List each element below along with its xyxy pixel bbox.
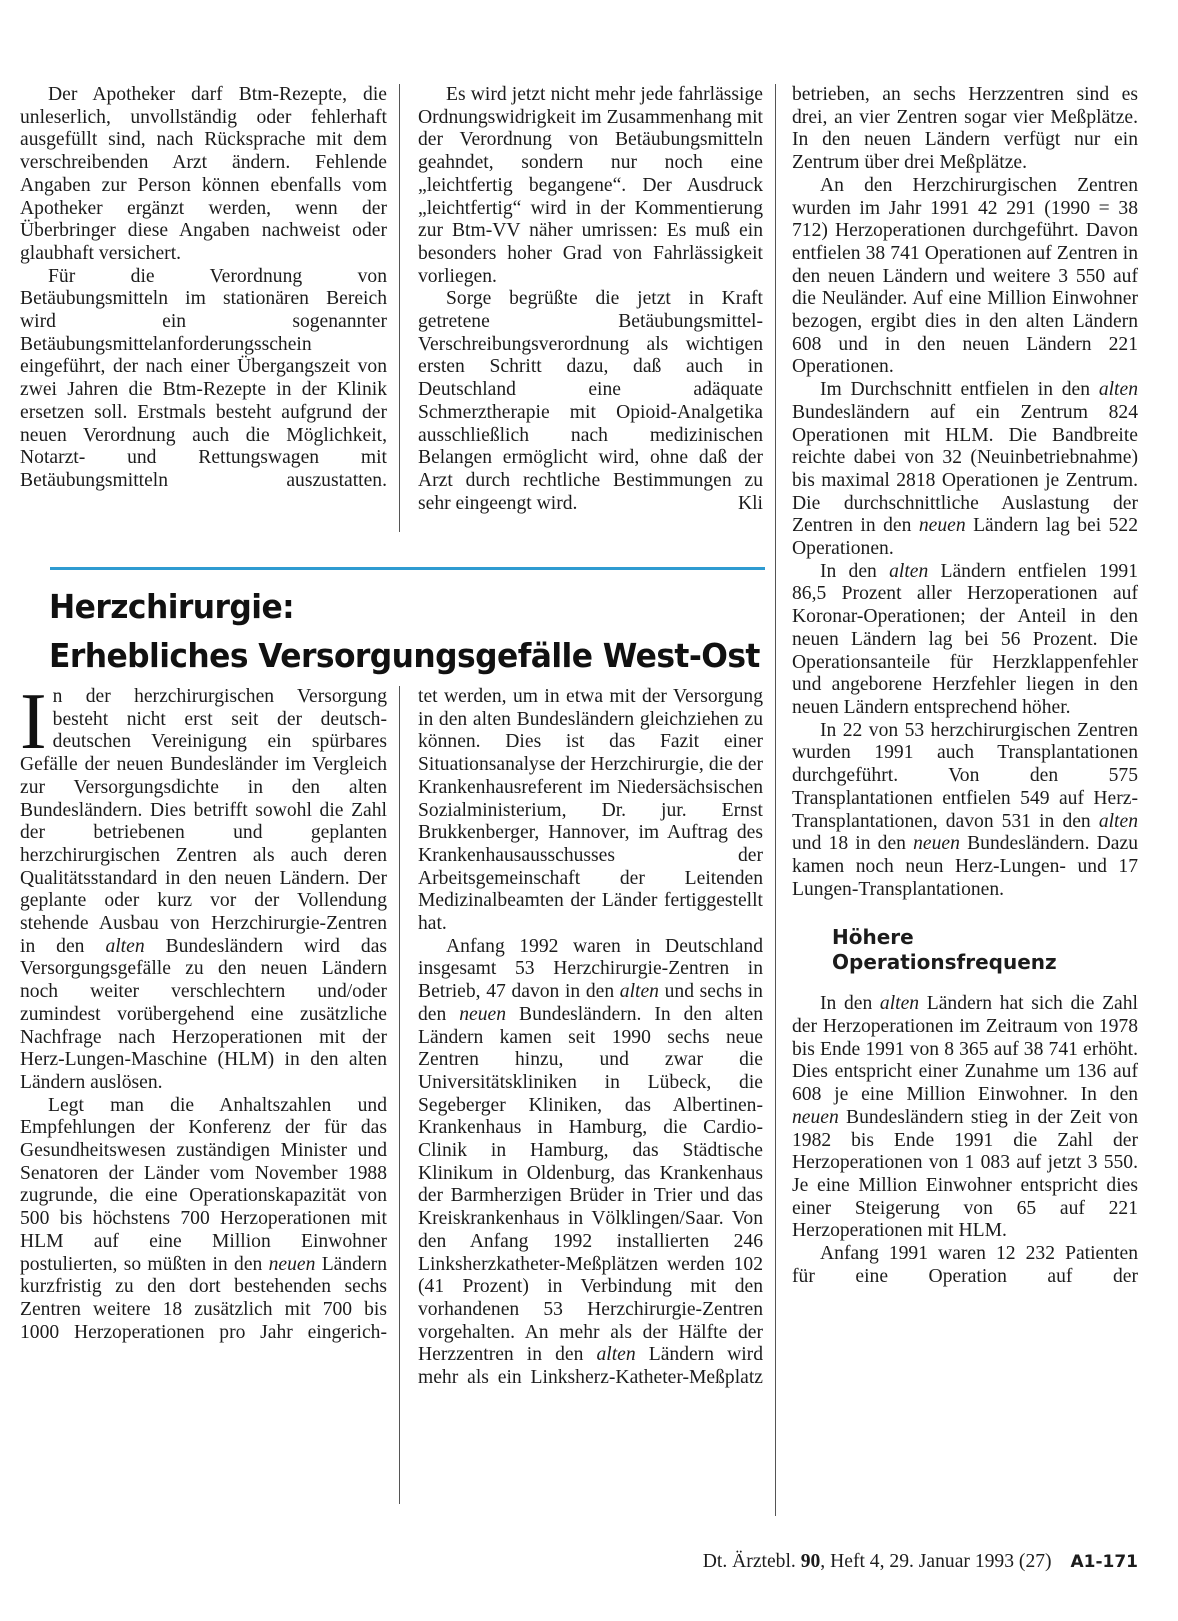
paragraph: In 22 von 53 herzchirurgischen Zentren wurden 1991 auch Transplantationen durchgeführt. Von den 575 Transplantationen entfielen 549 auf Herz-Transplantationen, davon 531 in den alten und 18 in den neuen Bundesländern. Dazu kamen noch neun Herz-Lungen- und 17 Lungen-Transplantationen. bbox=[792, 719, 1138, 900]
paragraph: Sorge begrüßte die jetzt in Kraft getretene Betäubungsmittel-Verschreibungsverordnung als wichtigen ersten Schritt dazu, daß auch in Deutschland eine adäquate Schmerztherapie mit Opioid-Analgetika ausschließlich nach medizinischen Belangen ermöglicht wird, ohne daß der Arzt durch rechtliche Bestimmungen zu sehr eingeengt wird. Kli bbox=[418, 288, 763, 514]
paragraph: Es wird jetzt nicht mehr jede fahrlässige Ordnungswidrigkeit im Zusammenhang mit der Verordnung von Betäubungsmitteln geahndet, sondern nur noch eine „leichtfertig begangene“. Der Ausdruck „leichtfertig“ wird in der Kommentierung zur Btm-VV näher umrissen: Es muß ein besonders hoher Grad von Fahrlässigkeit vorliegen. bbox=[418, 84, 763, 287]
paragraph: Anfang 1991 waren 12 232 Patienten für eine Operation auf der bbox=[792, 1243, 1138, 1287]
column-divider bbox=[399, 84, 400, 532]
subheading: Höhere Operationsfrequenz bbox=[832, 925, 1057, 975]
paragraph: tet werden, um in etwa mit der Versorgung in den alten Bundesländern gleichziehen zu können. Dies ist das Fazit einer Situationsanalyse der Herzchirurgie, die der Krankenhausreferent im Niedersächsischen Sozialministerium, Dr. jur. Ernst Brukkenberger, Hannover, im Auftrag des Krankenhausausschusses der Arbeitsgemeinschaft der Leitenden Medizinalbeamten der Länder fertiggestellt hat. bbox=[418, 686, 763, 935]
article-column-1 bbox=[20, 678, 388, 1344]
issue-info: , Heft 4, 29. Januar 1993 (27) bbox=[820, 1551, 1052, 1572]
paragraph: Für die Verordnung von Betäubungsmitteln im stationären Bereich wird ein sogenannter Betäubungsmittelanforderungsschein eingeführt, der nach einer Übergangszeit von zwei Jahren die Btm-Rezepte in der Klinik ersetzen soll. Erstmals besteht aufgrund der neuen Verordnung auch die Möglichkeit, Notarzt- und Rettungswagen mit Betäubungsmitteln auszustatten. bbox=[20, 265, 387, 491]
article-column-2 bbox=[418, 686, 763, 1390]
paragraph: Anfang 1992 waren in Deutschland insgesamt 53 Herzchirurgie-Zentren in Betrieb, 47 davon in den alten und sechs in den neuen Bundesländern. In den alten Ländern kamen seit 1990 sechs neue Zentren hinzu, und zwar die Universitätskliniken in Lübeck, die Segeberger Kliniken, das Albertinen-Krankenhaus in Hamburg, die Cardio-Clinik in Hamburg, das Städtische Klinikum in Oldenburg, das Krankenhaus der Barmherzigen Brüder in Trier und das Kreiskrankenhaus in Völklingen/Saar. Von den Anfang 1992 installierten 246 Linksherzkatheter-Meßplätzen werden 102 (41 Prozent) in Verbindung mit den vorhandenen 53 Herzchirurgie-Zentren vorgehalten. An mehr als der Hälfte der Herzzentren in den alten Ländern wird mehr als ein Linksherz-Katheter-Meßplatz bbox=[418, 935, 763, 1389]
column-divider bbox=[775, 84, 776, 1516]
drop-cap: I bbox=[20, 678, 47, 766]
author-signature: Kli bbox=[737, 492, 763, 514]
column-2-top bbox=[418, 84, 763, 515]
headline-line-2: Erhebliches Versorgungsgefälle West-Ost bbox=[49, 636, 760, 675]
headline-line-1: Herzchirurgie: bbox=[49, 587, 295, 626]
article-headline bbox=[49, 582, 760, 680]
paragraph: betrieben, an sechs Herzzentren sind es drei, an vier Zentren sogar vier Meßplätze. In den neuen Ländern verfügt nur ein Zentrum über drei Meßplätze. bbox=[792, 84, 1138, 174]
section-rule bbox=[50, 567, 765, 570]
article-column-3 bbox=[792, 84, 1138, 1288]
lead-paragraph: In der herzchirurgischen Versorgung besteht nicht erst seit der deutsch-deutschen Vereinigung ein spürbares Gefälle der neuen Bundesländer im Vergleich zur Versorgungsdichte in den alten Bundesländern. Dies betrifft sowohl die Zahl der betriebenen und geplanten herzchirurgischen Zentren als auch deren Qualitätsstandard in den neuen Ländern. Der geplante oder kurz vor der Vollendung stehende Ausbau von Herzchirurgie-Zentren in den alten Bundesländern wird das Versorgungsgefälle zu den neuen Ländern noch weiter verschlechtern und/oder zumindest vorübergehend eine zusätzliche Nachfrage nach Herzoperationen mit der Herz-Lungen-Maschine (HLM) in den alten Ländern auslösen. bbox=[20, 678, 388, 1093]
page-number: A1-171 bbox=[1070, 1552, 1138, 1572]
column-1-top bbox=[20, 84, 387, 493]
journal-name: Dt. Ärztebl. bbox=[702, 1551, 796, 1572]
page-footer bbox=[703, 1551, 1138, 1573]
paragraph: Der Apotheker darf Btm-Rezepte, die unleserlich, unvollständig oder fehlerhaft ausgefüllt sind, nach Rücksprache mit dem verschreibenden Arzt ändern. Fehlende Angaben zur Person können ebenfalls vom Apotheker ergänzt werden, wenn der Überbringer diese Angaben nachweist oder glaubhaft versichert. bbox=[20, 84, 387, 264]
paragraph: Legt man die Anhaltszahlen und Empfehlungen der Konferenz der für das Gesundheitswesen zuständigen Minister und Senatoren der Länder vom November 1988 zugrunde, die eine Operationskapazität von 500 bis höchstens 700 Herzoperationen mit HLM auf eine Million Einwohner postulierten, so müßten in den neuen Ländern kurzfristig zu den dort bestehenden sechs Zentren weitere 18 zusätzlich mit 700 bis 1000 Herzoperationen pro Jahr eingerich- bbox=[20, 1094, 387, 1343]
paragraph: In den alten Ländern entfielen 1991 86,5 Prozent aller Herzoperationen auf Koronar-Operationen; der Anteil in den neuen Ländern lag bei 56 Prozent. Die Operationsanteile für Herzklappenfehler und angeborene Herzfehler liegen in den neuen Ländern entsprechend höher. bbox=[792, 560, 1138, 718]
paragraph: An den Herzchirurgischen Zentren wurden im Jahr 1991 42 291 (1990 = 38 712) Herzoperationen durchgeführt. Davon entfielen 38 741 Operationen auf Zentren in den neuen Ländern und weitere 3 550 auf die Neuländer. Auf eine Million Einwohner bezogen, ergibt dies in den alten Ländern 608 und in den neuen Ländern 221 Operationen. bbox=[792, 174, 1138, 378]
column-divider bbox=[399, 686, 400, 1504]
paragraph: In den alten Ländern hat sich die Zahl der Herzoperationen im Zeitraum von 1978 bis Ende 1991 von 8 365 auf 38 741 erhöht. Dies entspricht einer Zunahme um 136 auf 608 je eine Million Einwohner. In den neuen Bundesländern stieg in der Zeit von 1982 bis Ende 1991 die Zahl der Herzoperationen von 1 083 auf jetzt 3 550. Je eine Million Einwohner entspricht dies einer Steigerung von 65 auf 221 Herzoperationen mit HLM. bbox=[792, 993, 1138, 1242]
journal-volume: 90 bbox=[800, 1551, 821, 1572]
paragraph: Im Durchschnitt entfielen in den alten Bundesländern auf ein Zentrum 824 Operationen mit HLM. Die Bandbreite reichte dabei von 32 (Neuinbetriebnahme) bis maximal 2818 Operationen je Zentrum. Die durchschnittliche Auslastung der Zentren in den neuen Ländern lag bei 522 Operationen. bbox=[792, 379, 1138, 560]
